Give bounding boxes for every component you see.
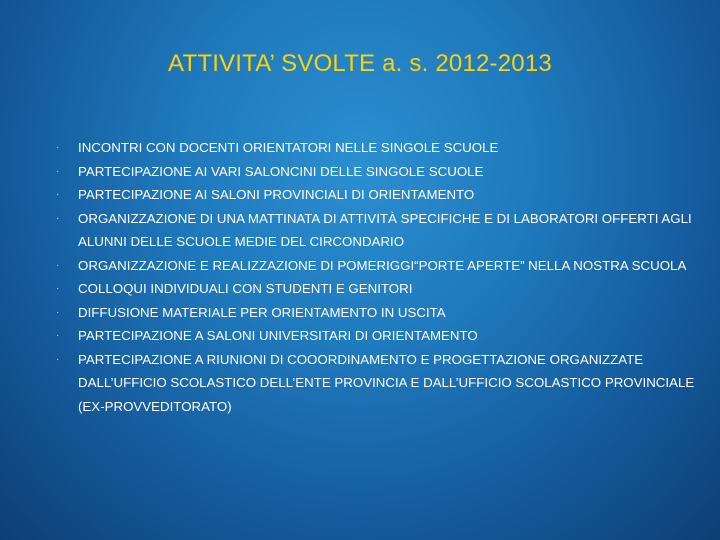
bullet-item <box>56 136 696 160</box>
bullet-item <box>56 254 696 278</box>
bullet-item <box>56 301 696 325</box>
bullet-dot-icon: · <box>56 330 60 341</box>
bullet-item <box>56 207 696 254</box>
bullet-dot-icon: · <box>56 283 60 294</box>
bullet-item <box>56 277 696 301</box>
bullet-text: PARTECIPAZIONE AI SALONI PROVINCIALI DI ORIENTAMENTO <box>78 187 475 202</box>
bullet-text: DIFFUSIONE MATERIALE PER ORIENTAMENTO IN USCITA <box>78 304 446 320</box>
bullet-dot-icon: · <box>56 142 60 153</box>
bullet-dot-icon: · <box>56 165 60 177</box>
slide-title: ATTIVITA’ SVOLTE a. s. 2012-2013 <box>168 50 552 77</box>
bullet-text: ORGANIZZAZIONE DI UNA MATTINATA DI ATTIVITÀ SPECIFICHE E DI LABORATORI OFFERTI AGLI ALUNNI DELLE SCUOLE MEDIE DEL CIRCONDARIO <box>78 210 692 249</box>
bullet-item <box>56 324 696 348</box>
bullet-text: INCONTRI CON DOCENTI ORIENTATORI NELLE SINGOLE SCUOLE <box>78 140 499 155</box>
bullet-dot-icon: · <box>56 259 60 271</box>
bullet-text: PARTECIPAZIONE A SALONI UNIVERSITARI DI ORIENTAMENTO <box>78 328 478 343</box>
bullet-dot-icon: · <box>56 189 60 200</box>
bullet-item <box>56 183 696 207</box>
bullet-dot-icon: · <box>56 212 60 224</box>
bullet-dot-icon: · <box>56 353 60 365</box>
bullet-item <box>56 160 696 184</box>
bullet-text: COLLOQUI INDIVIDUALI CON STUDENTI E GENITORI <box>78 281 413 296</box>
bullet-text: PARTECIPAZIONE AI VARI SALONCINI DELLE SINGOLE SCUOLE <box>78 163 484 179</box>
bullet-text: PARTECIPAZIONE A RIUNIONI DI COOORDINAMENTO E PROGETTAZIONE ORGANIZZATE DALL’UFFICIO SCOLASTICO DELL’ENTE PROVINCIA E DALL’UFFICIO SCOLASTICO PROVINCIALE (EX-PROVVEDITORATO) <box>78 351 695 414</box>
bullet-item <box>56 348 696 419</box>
bullet-text: ORGANIZZAZIONE E REALIZZAZIONE DI POMERIGGI“PORTE APERTE” NELLA NOSTRA SCUOLA <box>78 257 687 273</box>
bullet-list <box>56 136 696 418</box>
bullet-dot-icon: · <box>56 306 60 318</box>
